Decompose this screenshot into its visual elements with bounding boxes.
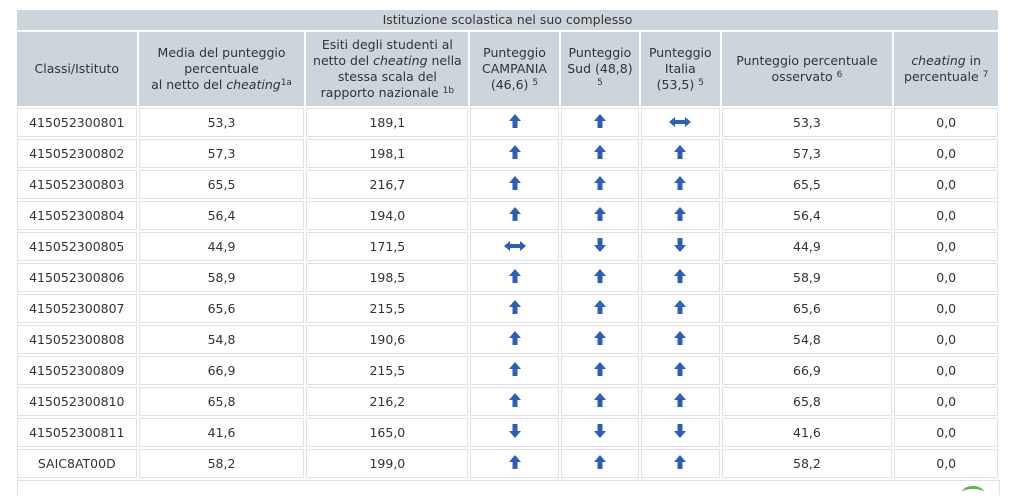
cell-classe: 415052300808: [17, 325, 137, 354]
header-osservato-label: Punteggio percentuale osservato: [736, 53, 878, 84]
table-row: [17, 232, 998, 261]
arrow-up-icon: [593, 144, 607, 163]
arrow-up-icon: [593, 175, 607, 194]
header-cheating-em: cheating: [911, 53, 966, 68]
cell-italia: [641, 232, 719, 261]
cell-cheating: 0,0: [894, 263, 998, 292]
cell-media: 56,4: [139, 201, 305, 230]
cell-campania: [470, 387, 558, 416]
next-row-partial: [17, 480, 1000, 495]
cell-cheating: 0,0: [894, 387, 998, 416]
cell-campania: [470, 294, 558, 323]
arrow-up-icon: [593, 454, 607, 473]
header-classi: [17, 32, 137, 106]
cell-cheating: 0,0: [894, 449, 998, 478]
table-row: [17, 201, 998, 230]
header-campania-note: 5: [532, 78, 539, 88]
cell-esiti: 199,0: [306, 449, 468, 478]
header-media-label: Media del punteggio percentuale: [157, 45, 286, 76]
cell-osservato: 41,6: [722, 418, 893, 447]
cell-italia: [641, 418, 719, 447]
cell-osservato: 65,5: [722, 170, 893, 199]
cell-media: 54,8: [139, 325, 305, 354]
cell-osservato: 66,9: [722, 356, 893, 385]
cell-esiti: 198,1: [306, 139, 468, 168]
arrow-up-icon: [593, 206, 607, 225]
header-esiti-label: Esiti degli studenti al netto del: [313, 37, 453, 68]
header-esiti-label-2: nella stessa scala del rapporto nazionale: [320, 53, 462, 100]
cell-esiti: 189,1: [306, 108, 468, 137]
arrow-up-icon: [593, 113, 607, 132]
results-panel: [17, 10, 998, 480]
cell-classe: 415052300806: [17, 263, 137, 292]
arrow-up-icon: [673, 206, 687, 225]
cell-cheating: 0,0: [894, 325, 998, 354]
header-sud: [561, 32, 639, 106]
arrow-up-icon: [593, 330, 607, 349]
arrow-down-icon: [593, 237, 607, 256]
header-esiti: [306, 32, 468, 106]
arrow-up-icon: [508, 268, 522, 287]
arrow-up-icon: [508, 454, 522, 473]
cell-esiti: 216,2: [306, 387, 468, 416]
cell-campania: [470, 325, 558, 354]
cell-sud: [561, 170, 639, 199]
header-classi-label: Classi/Istituto: [34, 61, 120, 76]
arrow-up-icon: [508, 113, 522, 132]
results-table: [15, 30, 1000, 480]
header-campania: [470, 32, 558, 106]
arrow-up-icon: [673, 454, 687, 473]
cell-classe: 415052300809: [17, 356, 137, 385]
cell-sud: [561, 263, 639, 292]
cell-osservato: 54,8: [722, 325, 893, 354]
header-row: [17, 32, 998, 106]
cell-italia: [641, 449, 719, 478]
header-media-label-2: al netto del: [151, 77, 227, 92]
table-row: [17, 139, 998, 168]
cell-esiti: 171,5: [306, 232, 468, 261]
header-sud-note: 5: [597, 78, 603, 88]
cell-cheating: 0,0: [894, 294, 998, 323]
cell-classe: 415052300804: [17, 201, 137, 230]
arrow-down-icon: [593, 423, 607, 442]
cell-sud: [561, 139, 639, 168]
cell-cheating: 0,0: [894, 418, 998, 447]
arrow-up-icon: [593, 392, 607, 411]
header-osservato: [722, 32, 893, 106]
cell-italia: [641, 325, 719, 354]
arrow-up-icon: [673, 330, 687, 349]
header-sud-label: Punteggio Sud (48,8): [567, 45, 633, 76]
table-row: [17, 294, 998, 323]
cell-italia: [641, 201, 719, 230]
header-esiti-em: cheating: [373, 53, 428, 68]
arrow-up-icon: [593, 299, 607, 318]
cell-sud: [561, 294, 639, 323]
arrow-down-icon: [508, 423, 522, 442]
header-media: [139, 32, 305, 106]
arrow-left-right-icon: [503, 240, 527, 255]
cell-sud: [561, 232, 639, 261]
arrow-up-icon: [508, 361, 522, 380]
cell-classe: 415052300810: [17, 387, 137, 416]
cell-osservato: 44,9: [722, 232, 893, 261]
header-cheating-note: 7: [982, 70, 989, 80]
arrow-down-icon: [673, 237, 687, 256]
table-title: Istituzione scolastica nel suo complesso: [17, 10, 998, 30]
cell-osservato: 65,8: [722, 387, 893, 416]
table-row: [17, 263, 998, 292]
header-italia-label: Punteggio Italia (53,5): [648, 45, 712, 92]
table-row: [17, 325, 998, 354]
cell-osservato: 65,6: [722, 294, 893, 323]
cell-campania: [470, 108, 558, 137]
cell-classe: 415052300803: [17, 170, 137, 199]
table-row: [17, 356, 998, 385]
cell-media: 65,5: [139, 170, 305, 199]
cell-esiti: 215,5: [306, 356, 468, 385]
arrow-up-icon: [673, 361, 687, 380]
cell-esiti: 190,6: [306, 325, 468, 354]
cell-media: 44,9: [139, 232, 305, 261]
cell-osservato: 58,9: [722, 263, 893, 292]
cell-campania: [470, 356, 558, 385]
arrow-left-right-icon: [668, 116, 692, 131]
table-row: [17, 418, 998, 447]
cell-sud: [561, 325, 639, 354]
cell-campania: [470, 232, 558, 261]
arrow-up-icon: [673, 268, 687, 287]
cell-italia: [641, 108, 719, 137]
header-media-note: 1a: [280, 78, 292, 88]
header-italia: [641, 32, 719, 106]
arrow-up-icon: [508, 299, 522, 318]
cell-italia: [641, 139, 719, 168]
cell-esiti: 215,5: [306, 294, 468, 323]
arrow-up-icon: [673, 299, 687, 318]
cell-cheating: 0,0: [894, 139, 998, 168]
arrow-up-icon: [593, 268, 607, 287]
cell-classe: 415052300811: [17, 418, 137, 447]
cell-italia: [641, 294, 719, 323]
arrow-up-icon: [508, 144, 522, 163]
arrow-up-icon: [673, 392, 687, 411]
cell-cheating: 0,0: [894, 232, 998, 261]
cell-sud: [561, 356, 639, 385]
cell-campania: [470, 201, 558, 230]
cell-italia: [641, 387, 719, 416]
cell-campania: [470, 418, 558, 447]
arrow-down-icon: [673, 423, 687, 442]
cell-sud: [561, 449, 639, 478]
cell-cheating: 0,0: [894, 108, 998, 137]
cell-media: 53,3: [139, 108, 305, 137]
table-row: [17, 449, 998, 478]
cell-media: 57,3: [139, 139, 305, 168]
cell-classe: 415052300801: [17, 108, 137, 137]
cell-classe: 415052300805: [17, 232, 137, 261]
cell-media: 65,6: [139, 294, 305, 323]
cell-osservato: 53,3: [722, 108, 893, 137]
cell-esiti: 216,7: [306, 170, 468, 199]
corner-logo-icon: [962, 486, 984, 499]
arrow-up-icon: [593, 361, 607, 380]
cell-esiti: 198,5: [306, 263, 468, 292]
cell-classe: SAIC8AT00D: [17, 449, 137, 478]
arrow-up-icon: [508, 392, 522, 411]
cell-cheating: 0,0: [894, 201, 998, 230]
cell-campania: [470, 449, 558, 478]
arrow-up-icon: [508, 330, 522, 349]
header-media-em: cheating: [226, 77, 281, 92]
header-campania-label: Punteggio CAMPANIA (46,6): [482, 45, 547, 92]
cell-media: 58,2: [139, 449, 305, 478]
cell-cheating: 0,0: [894, 356, 998, 385]
cell-sud: [561, 418, 639, 447]
cell-classe: 415052300802: [17, 139, 137, 168]
header-osservato-note: 6: [836, 70, 843, 80]
arrow-up-icon: [673, 175, 687, 194]
cell-italia: [641, 356, 719, 385]
cell-media: 58,9: [139, 263, 305, 292]
cell-campania: [470, 263, 558, 292]
arrow-up-icon: [508, 206, 522, 225]
arrow-up-icon: [673, 144, 687, 163]
cell-esiti: 165,0: [306, 418, 468, 447]
cell-esiti: 194,0: [306, 201, 468, 230]
cell-campania: [470, 170, 558, 199]
cell-osservato: 58,2: [722, 449, 893, 478]
header-italia-note: 5: [698, 78, 704, 88]
cell-italia: [641, 263, 719, 292]
header-cheating-label: in percentuale: [904, 53, 982, 84]
cell-classe: 415052300807: [17, 294, 137, 323]
cell-sud: [561, 387, 639, 416]
header-cheating: [894, 32, 998, 106]
cell-cheating: 0,0: [894, 170, 998, 199]
cell-osservato: 56,4: [722, 201, 893, 230]
cell-media: 41,6: [139, 418, 305, 447]
cell-sud: [561, 108, 639, 137]
header-esiti-note: 1b: [442, 86, 455, 96]
table-row: [17, 108, 998, 137]
cell-osservato: 57,3: [722, 139, 893, 168]
table-row: [17, 170, 998, 199]
cell-media: 66,9: [139, 356, 305, 385]
cell-italia: [641, 170, 719, 199]
cell-media: 65,8: [139, 387, 305, 416]
cell-sud: [561, 201, 639, 230]
arrow-up-icon: [508, 175, 522, 194]
table-row: [17, 387, 998, 416]
cell-campania: [470, 139, 558, 168]
